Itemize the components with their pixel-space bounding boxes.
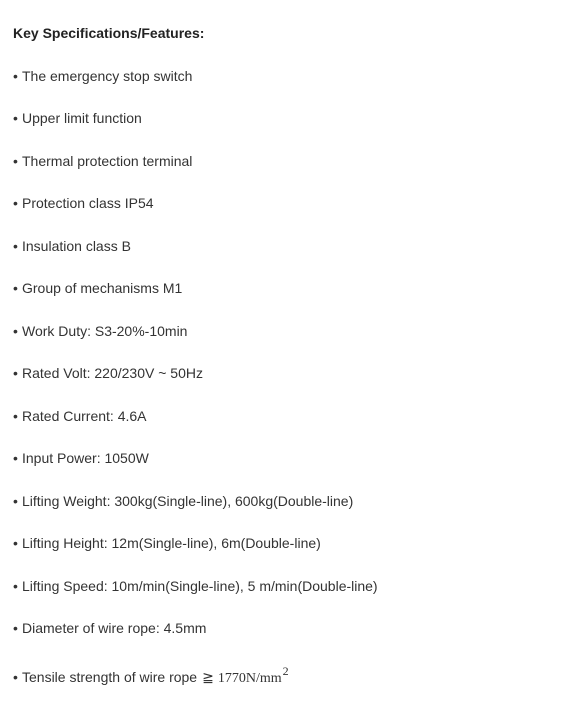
bullet: •: [13, 195, 18, 211]
spec-heading: Key Specifications/Features:: [13, 25, 205, 41]
spec-item-text: Tensile strength of wire rope: [22, 669, 198, 685]
spec-item: [13, 577, 378, 595]
greater-equal-symbol: ≧: [202, 670, 214, 686]
bullet: •: [13, 280, 18, 296]
spec-item-text: Lifting Speed: 10m/min(Single-line), 5 m/min(Double-line): [22, 578, 378, 594]
bullet: •: [13, 110, 18, 126]
bullet: •: [13, 620, 18, 636]
bullet: •: [13, 68, 18, 84]
spec-item: [13, 279, 182, 297]
bullet: •: [13, 408, 18, 424]
tensile-value: 1770N/mm: [217, 671, 282, 686]
tensile-exponent: 2: [282, 664, 289, 678]
spec-item-text: Rated Current: 4.6A: [22, 408, 147, 424]
spec-item-text: The emergency stop switch: [22, 68, 193, 84]
spec-item: [13, 194, 154, 212]
bullet: •: [13, 365, 18, 381]
spec-item-text: Lifting Height: 12m(Single-line), 6m(Double-line): [22, 535, 321, 551]
bullet: •: [13, 578, 18, 594]
spec-item: [13, 534, 321, 552]
spec-item-text: Work Duty: S3-20%-10min: [22, 323, 188, 339]
spec-item: [13, 109, 142, 127]
spec-item-text: Rated Volt: 220/230V ~ 50Hz: [22, 365, 203, 381]
spec-item-tensile-strength: [13, 664, 289, 688]
bullet: •: [13, 450, 18, 466]
spec-item: [13, 67, 192, 85]
spec-item: [13, 237, 131, 255]
spec-item: [13, 449, 149, 467]
spec-item: [13, 492, 353, 510]
spec-item-text: Insulation class B: [22, 238, 131, 254]
spec-item-text: Lifting Weight: 300kg(Single-line), 600kg(Double-line): [22, 493, 354, 509]
spec-item-text: Diameter of wire rope: 4.5mm: [22, 620, 207, 636]
spec-item-text: Group of mechanisms M1: [22, 280, 183, 296]
spec-item-text: Input Power: 1050W: [22, 450, 149, 466]
bullet: •: [13, 493, 18, 509]
spec-item-text: Thermal protection terminal: [22, 153, 193, 169]
spec-item-text: Protection class IP54: [22, 195, 154, 211]
bullet: •: [13, 323, 18, 339]
bullet: •: [13, 669, 18, 685]
bullet: •: [13, 535, 18, 551]
bullet: •: [13, 238, 18, 254]
spec-item: [13, 619, 206, 637]
bullet: •: [13, 153, 18, 169]
spec-item: [13, 407, 147, 425]
spec-item: [13, 322, 187, 340]
spec-item-text: Upper limit function: [22, 110, 142, 126]
spec-item: [13, 364, 203, 382]
spec-item: [13, 152, 192, 170]
